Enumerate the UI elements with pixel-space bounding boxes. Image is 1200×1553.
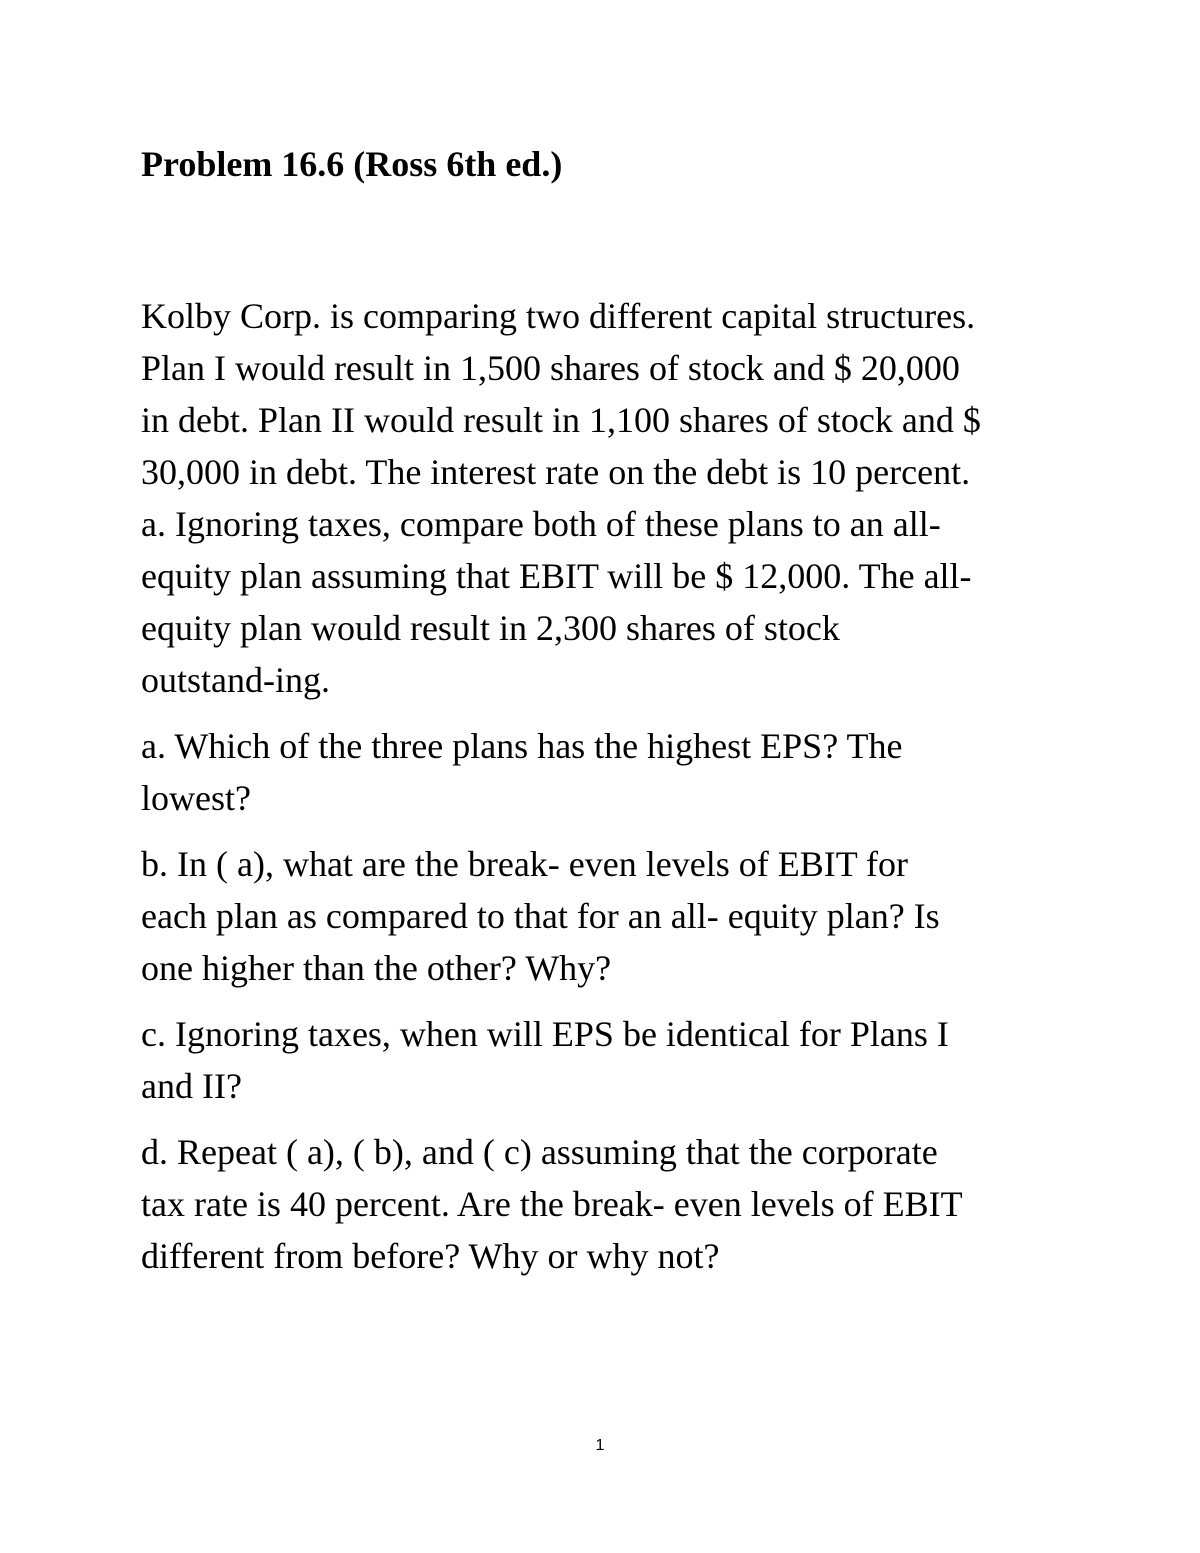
text-line: one higher than the other? Why? — [141, 948, 612, 988]
question-a-paragraph — [141, 720, 1061, 824]
text-line: each plan as compared to that for an all- equity plan? Is — [141, 896, 940, 936]
text-line: tax rate is 40 percent. Are the break- even levels of EBIT — [141, 1184, 963, 1224]
text-line: a. Ignoring taxes, compare both of these plans to an all- — [141, 504, 941, 544]
question-b-paragraph — [141, 838, 1061, 994]
text-line: Plan I would result in 1,500 shares of stock and $ 20,000 — [141, 348, 960, 388]
text-line: equity plan assuming that EBIT will be $ 12,000. The all- — [141, 556, 972, 596]
question-c-paragraph — [141, 1008, 1061, 1112]
problem-title: Problem 16.6 (Ross 6th ed.) — [141, 144, 563, 184]
page-number: 1 — [595, 1437, 605, 1454]
text-line: b. In ( a), what are the break- even levels of EBIT for — [141, 844, 909, 884]
text-line: 30,000 in debt. The interest rate on the debt is 10 percent. — [141, 452, 971, 492]
text-line: a. Which of the three plans has the highest EPS? The — [141, 726, 903, 766]
text-line: different from before? Why or why not? — [141, 1236, 720, 1276]
text-line: Kolby Corp. is comparing two different capital structures. — [141, 296, 976, 336]
problem-body — [141, 290, 1061, 1296]
text-line: equity plan would result in 2,300 shares of stock — [141, 608, 840, 648]
problem-statement-paragraph — [141, 290, 1061, 706]
text-line: and II? — [141, 1066, 242, 1106]
text-line: c. Ignoring taxes, when will EPS be identical for Plans I — [141, 1014, 949, 1054]
text-line: in debt. Plan II would result in 1,100 shares of stock and $ — [141, 400, 981, 440]
text-line: lowest? — [141, 778, 251, 818]
text-line: d. Repeat ( a), ( b), and ( c) assuming that the corporate — [141, 1132, 938, 1172]
text-line: outstand-ing. — [141, 660, 330, 700]
question-d-paragraph — [141, 1126, 1061, 1282]
